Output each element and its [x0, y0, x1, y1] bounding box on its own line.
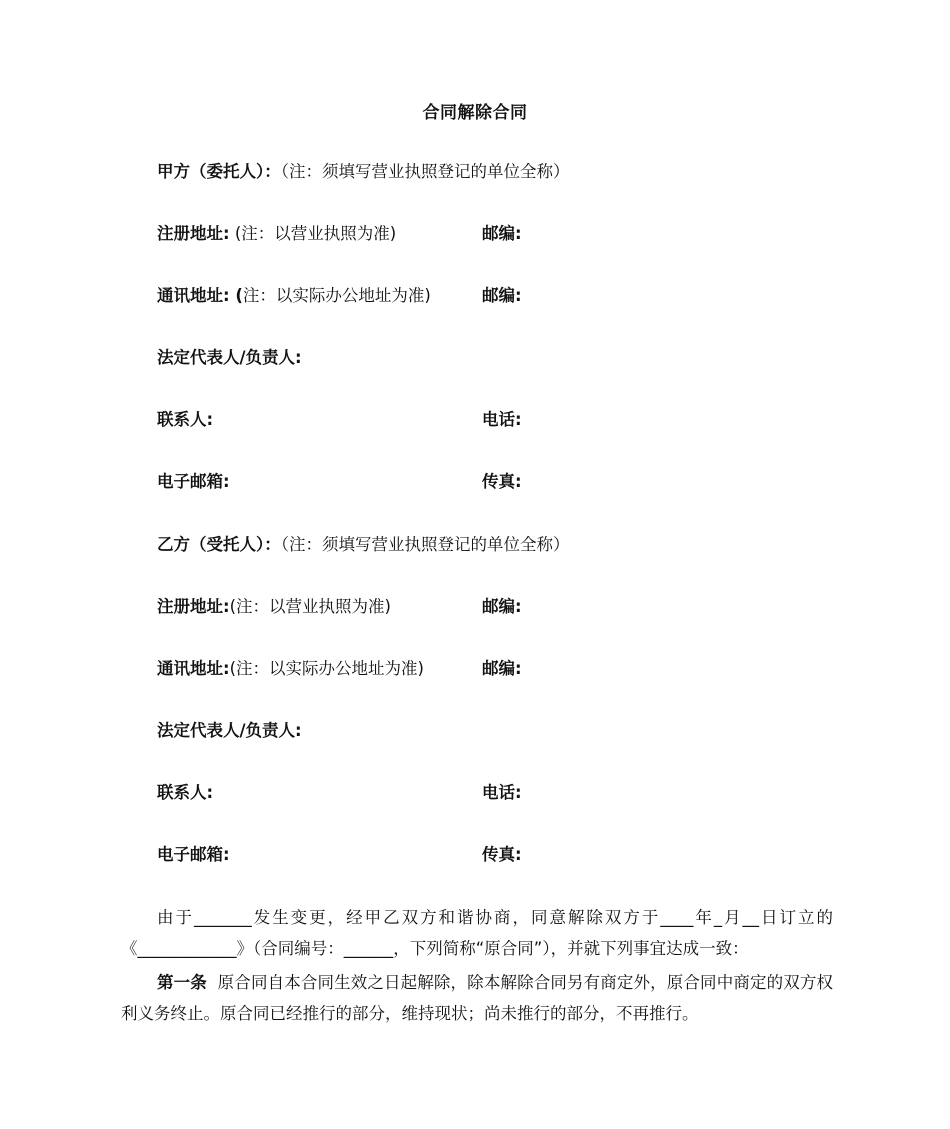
party-b-reg-address-note: (注：以营业执照为准) — [229, 597, 391, 616]
party-b-mail-address-note: (注：以实际办公地址为准) — [229, 659, 424, 678]
party-a-heading-row — [157, 160, 837, 184]
party-a-mail-postcode-label: 邮编: — [482, 286, 522, 305]
party-a-email-row — [157, 470, 837, 494]
party-b-reg-address-row — [157, 595, 837, 619]
party-a-mail-address-note: 注：以实际办公地址为准) — [242, 286, 431, 305]
party-a-reg-address-label: 注册地址: — [157, 224, 230, 243]
party-b-contact-label: 联系人: — [157, 783, 214, 802]
article-1-label: 第一条 — [157, 973, 207, 992]
party-a-email-label: 电子邮箱: — [157, 472, 230, 491]
party-a-mail-address-row — [157, 284, 837, 308]
party-a-reg-address-note: (注：以营业执照为准) — [229, 224, 397, 243]
party-b-legal-rep-label: 法定代表人/负责人: — [157, 721, 302, 740]
party-a-contact-label: 联系人: — [157, 410, 214, 429]
party-b-phone-label: 电话: — [482, 783, 522, 802]
party-b-reg-postcode-label: 邮编: — [482, 597, 522, 616]
party-b-mail-postcode-label: 邮编: — [482, 659, 522, 678]
party-a-reg-postcode-label: 邮编: — [482, 224, 522, 243]
party-b-reg-address-label: 注册地址: — [157, 597, 230, 616]
party-a-heading: 甲方（委托人）： — [157, 162, 281, 181]
party-b-fax-label: 传真: — [482, 845, 522, 864]
party-a-mail-address-label: 通讯地址: ( — [157, 286, 243, 305]
party-a-heading-note: （注：须填写营业执照登记的单位全称） — [280, 162, 570, 181]
document-title: 合同解除合同 — [422, 103, 528, 123]
party-b-mail-address-row — [157, 657, 837, 681]
party-b-heading: 乙方（受托人）： — [157, 535, 281, 554]
party-b-mail-address-label: 通讯地址: — [157, 659, 230, 678]
party-a-phone-label: 电话: — [482, 410, 522, 429]
party-b-email-row — [157, 843, 837, 867]
party-a-legal-rep-label: 法定代表人/负责人: — [157, 348, 302, 367]
party-b-heading-row — [157, 533, 837, 557]
party-b-email-label: 电子邮箱: — [157, 845, 230, 864]
party-a-fax-label: 传真: — [482, 472, 522, 491]
preamble-paragraph: 由于_______发生变更，经甲乙双方和谐协商，同意解除双方于____年_月__日订立的《____________》（合同编号：______，下列简称“原合同”），并就下列事宜达成一致： — [121, 908, 834, 958]
article-1-text: 原合同自本合同生效之日起解除，除本解除合同另有商定外，原合同中商定的双方权利义务终止。原合同已经推行的部分，维持现状；尚未推行的部分，不再推行。 — [121, 973, 834, 1023]
party-b-legal-rep-row — [157, 719, 837, 743]
party-b-contact-row — [157, 781, 837, 805]
article-1-paragraph — [121, 967, 833, 1029]
party-a-contact-row — [157, 408, 837, 432]
party-a-reg-address-row — [157, 222, 837, 246]
party-b-heading-note: （注：须填写营业执照登记的单位全称） — [280, 535, 570, 554]
party-a-legal-rep-row — [157, 346, 837, 370]
